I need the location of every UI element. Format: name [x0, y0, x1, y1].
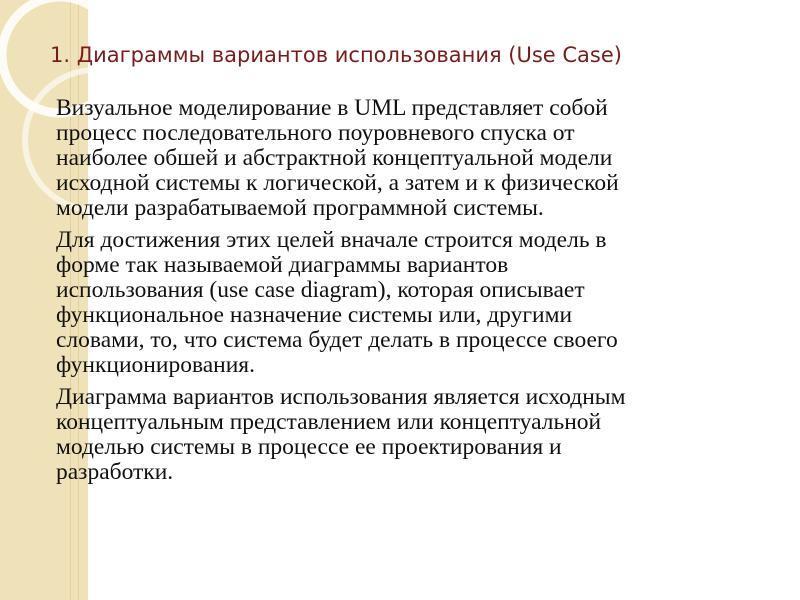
body-paragraph [56, 96, 756, 221]
paragraph-line: концептуальным представлением или концептуальной [56, 409, 602, 435]
paragraph-line: функционирования. [56, 352, 255, 378]
paragraph-line: модели разрабатываемой программной системы. [56, 195, 544, 221]
slide-body [56, 96, 756, 492]
paragraph-line: наиболее обшей и абстрактной концептуальной модели [56, 145, 613, 171]
paragraph-line: словами, то, что система будет делать в процессе своего [56, 327, 618, 353]
slide-title: 1. Диаграммы вариантов использования (Use Case) [50, 43, 622, 67]
paragraph-line: разработки. [56, 459, 174, 485]
paragraph-line: моделью системы в процессе ее проектирования и [56, 434, 562, 460]
paragraph-line: функциональное назначение системы или, другими [56, 302, 573, 328]
paragraph-line: процесс последовательного поуровневого спуска от [56, 120, 575, 146]
paragraph-line: использования (use case diagram), которая описывает [56, 277, 585, 303]
paragraph-line: Диаграмма вариантов использования является исходным [56, 384, 626, 410]
paragraph-line: исходной системы к логической, а затем и к физической [56, 170, 619, 196]
body-paragraph [56, 228, 756, 378]
body-paragraph [56, 385, 756, 485]
paragraph-line: форме так называемой диаграммы вариантов [56, 252, 509, 278]
paragraph-line: Визуальное моделирование в UML представляет собой [56, 95, 608, 121]
paragraph-line: Для достижения этих целей вначале строится модель в [56, 227, 607, 253]
